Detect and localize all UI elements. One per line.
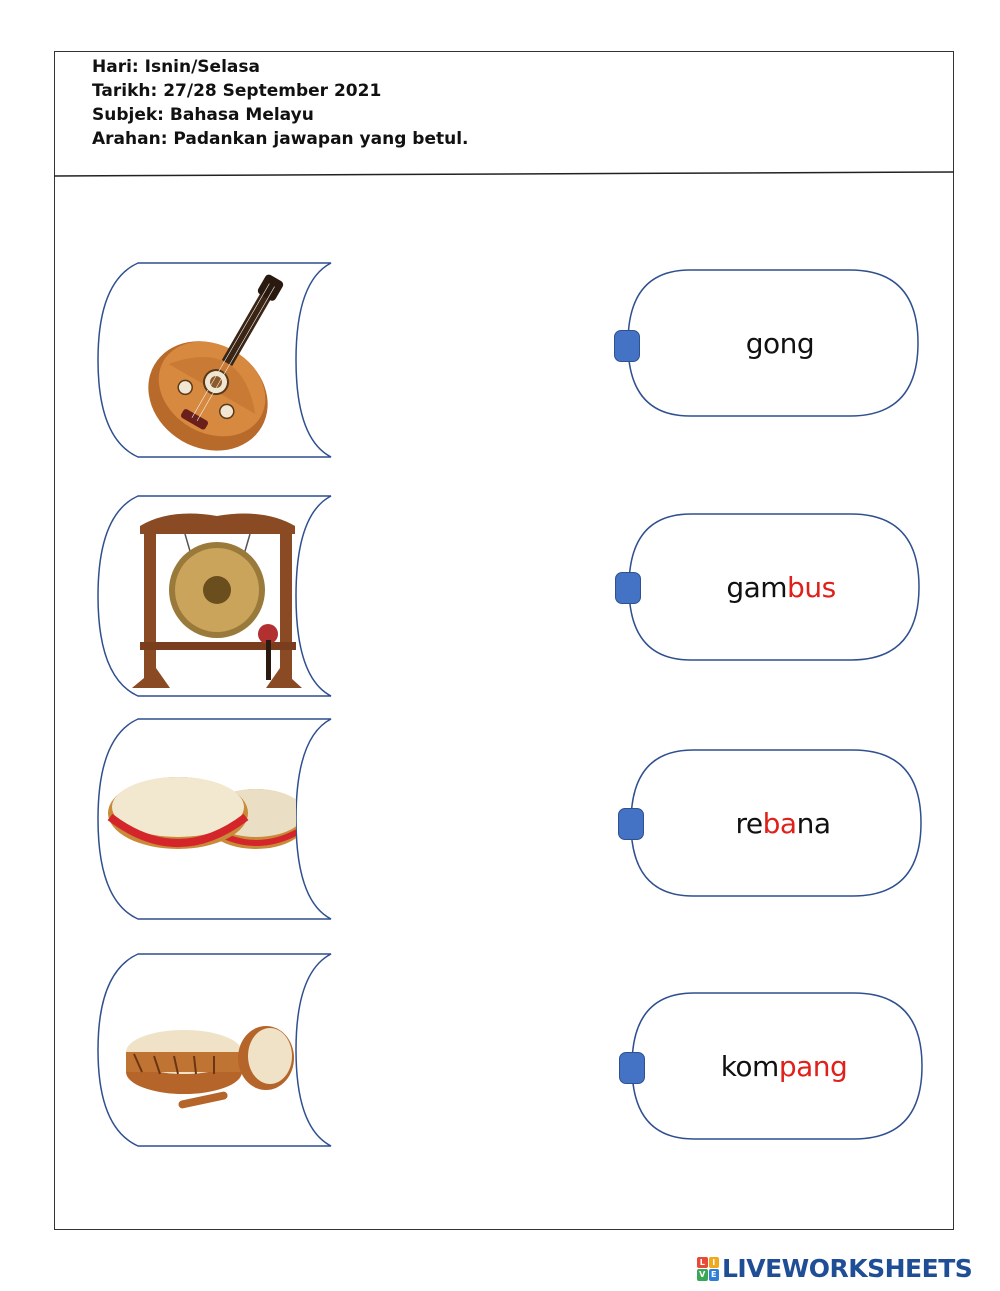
word-part-black: gam (726, 570, 788, 604)
gong-icon (130, 508, 305, 693)
logo-text: LIVEWORKSHEETS (722, 1254, 973, 1283)
logo-mark-icon (697, 1257, 719, 1281)
word-part-rest: na (796, 806, 831, 840)
subject-line: Subjek: Bahasa Melayu (92, 105, 314, 125)
gambus-icon (122, 269, 302, 454)
day-line: Hari: Isnin/Selasa (92, 57, 260, 77)
date-line: Tarikh: 27/28 September 2021 (92, 81, 382, 101)
connector-dot-3[interactable] (618, 808, 644, 840)
word-label (640, 268, 920, 418)
picture-card-gambus (96, 261, 336, 459)
connector-dot-4[interactable] (619, 1052, 645, 1084)
word-part-red: ba (762, 806, 797, 840)
word-card-gambus[interactable] (621, 512, 921, 662)
word-part-black: re (735, 806, 763, 840)
word-label (643, 748, 923, 898)
connector-dot-2[interactable] (615, 572, 641, 604)
header-divider (54, 170, 954, 178)
logo-letter: L (697, 1257, 708, 1269)
instruction-line: Arahan: Padankan jawapan yang betul. (92, 129, 469, 149)
picture-card-kompang (96, 952, 336, 1148)
word-part-red: pang (778, 1049, 848, 1083)
word-label (644, 991, 924, 1141)
word-card-gong[interactable] (620, 268, 920, 418)
word-label (641, 512, 921, 662)
word-card-rebana[interactable] (623, 748, 923, 898)
logo-letter: V (697, 1269, 708, 1281)
picture-card-gong (96, 494, 336, 698)
logo-letter: I (709, 1257, 720, 1269)
word-part-red: bus (787, 570, 836, 604)
logo-letter: E (709, 1269, 720, 1281)
picture-card-rebana (96, 717, 336, 921)
word-part-black: gong (745, 326, 815, 360)
worksheet-header (92, 55, 469, 151)
liveworksheets-logo[interactable] (697, 1254, 972, 1283)
word-card-kompang[interactable] (624, 991, 924, 1141)
rebana-icon (106, 769, 296, 864)
kompang-icon (124, 1022, 299, 1112)
word-part-black: kom (720, 1049, 779, 1083)
connector-dot-1[interactable] (614, 330, 640, 362)
